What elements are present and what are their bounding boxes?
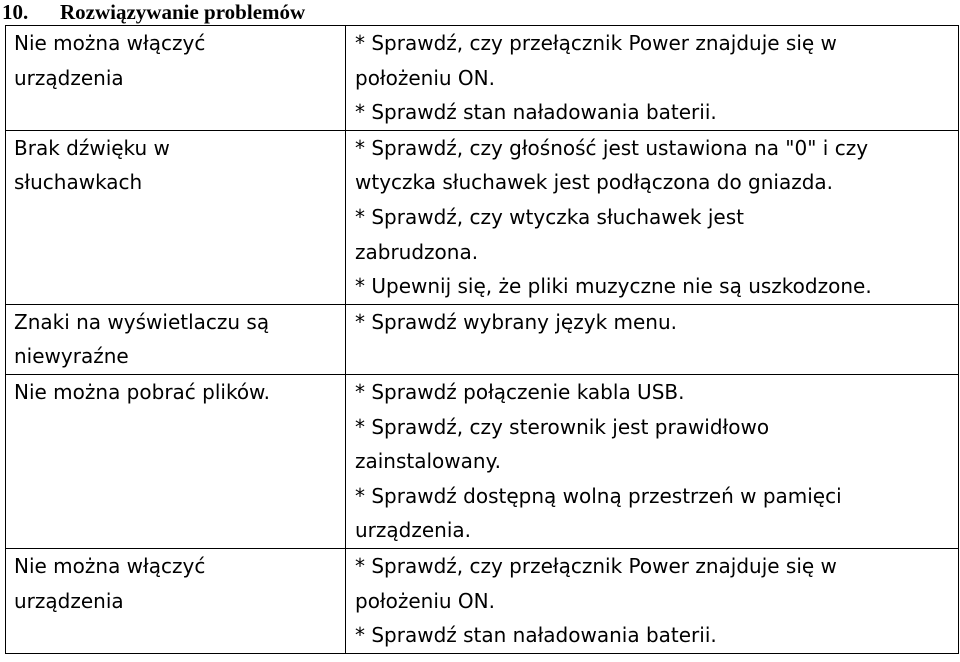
table-row [6,304,959,374]
solution-line: zainstalowany. [355,449,501,474]
problem-cell [6,374,346,548]
problem-cell [6,304,346,374]
solution-line: * Sprawdź stan naładowania baterii. [355,623,717,648]
solution-line: zabrudzona. [355,239,479,264]
solution-line: * Sprawdź, czy sterownik jest prawidłowo [355,414,770,439]
troubleshooting-table [5,25,959,654]
problem-text: niewyraźne [14,344,129,369]
solution-line: * Upewnij się, że pliki muzyczne nie są uszkodzone. [355,274,872,299]
problem-cell [6,26,346,131]
solution-cell [346,304,959,374]
problem-text: Nie można włączyć [14,553,206,578]
problem-text: słuchawkach [14,170,143,195]
problem-text: urządzenia [14,65,124,90]
solution-line: * Sprawdź, czy głośność jest ustawiona na "0" i czy [355,135,869,160]
section-heading [2,0,305,24]
solution-line: położeniu ON. [355,588,495,613]
solution-line: wtyczka słuchawek jest podłączona do gniazda. [355,170,834,195]
solution-line: * Sprawdź wybrany język menu. [355,309,678,334]
table-row [6,26,959,131]
solution-cell [346,26,959,131]
solution-line: położeniu ON. [355,65,495,90]
problem-text: Nie można pobrać plików. [14,379,270,404]
problem-cell [6,548,346,653]
solution-line: * Sprawdź, czy przełącznik Power znajduje się w [355,31,837,55]
solution-line: * Sprawdź, czy wtyczka słuchawek jest [355,204,744,229]
problem-text: urządzenia [14,588,124,613]
solution-line: * Sprawdź połączenie kabla USB. [355,379,685,404]
section-title: Rozwiązywanie problemów [60,0,306,24]
solution-cell [346,374,959,548]
solution-line: * Sprawdź stan naładowania baterii. [355,100,717,125]
section-number: 10. [2,0,29,24]
problem-text: Nie można włączyć [14,31,206,55]
solution-line: * Sprawdź, czy przełącznik Power znajduje się w [355,553,837,578]
table-row [6,130,959,304]
problem-cell [6,130,346,304]
problem-text: Brak dźwięku w [14,135,170,160]
solution-cell [346,548,959,653]
solution-cell [346,130,959,304]
table-row [6,548,959,653]
problem-text: Znaki na wyświetlaczu są [14,309,270,334]
solution-line: * Sprawdź dostępną wolną przestrzeń w pamięci [355,483,842,508]
table-row [6,374,959,548]
solution-line: urządzenia. [355,518,471,543]
